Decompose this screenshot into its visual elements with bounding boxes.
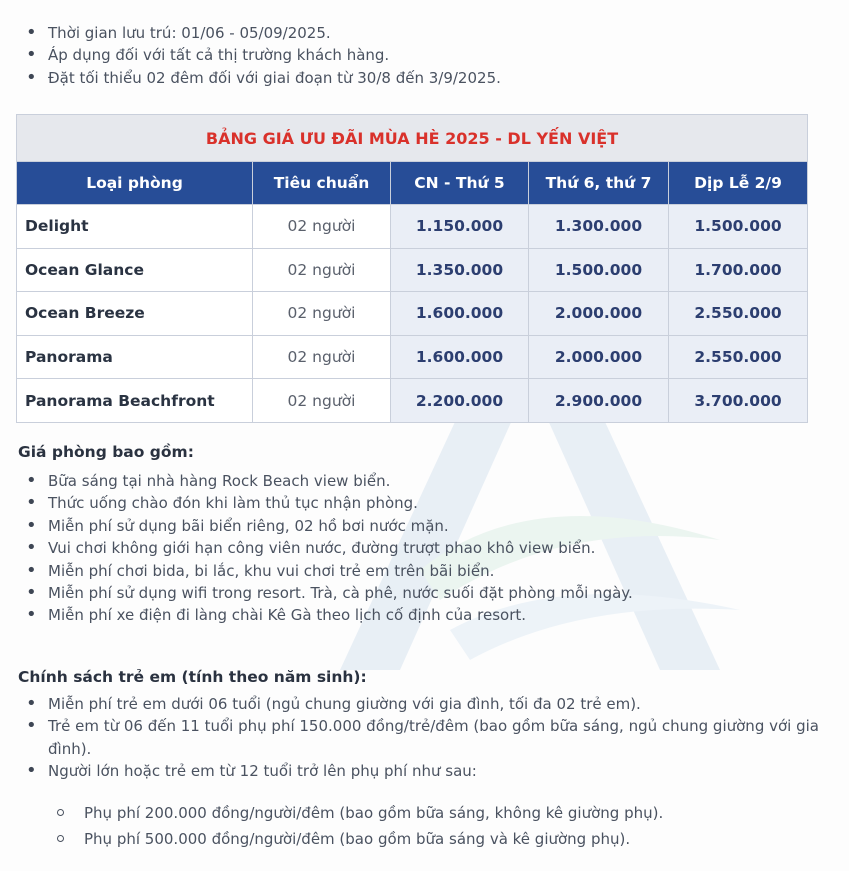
- stay-period-note: • Thời gian lưu trú: 01/06 - 05/09/2025.: [20, 22, 501, 44]
- list-item: Phụ phí 500.000 đồng/người/đêm (bao gồm bữa sáng và kê giường phụ).: [20, 826, 663, 852]
- room-standard: 02 người: [253, 248, 391, 292]
- price-weekday: 1.600.000: [391, 335, 529, 379]
- room-standard: 02 người: [253, 379, 391, 423]
- table-row: [17, 335, 808, 379]
- room-standard: 02 người: [253, 205, 391, 249]
- room-name: Panorama: [17, 335, 253, 379]
- price-holiday: 3.700.000: [669, 379, 808, 423]
- list-item: • Miễn phí sử dụng bãi biển riêng, 02 hồ bơi nước mặn.: [20, 515, 633, 537]
- table-row: [17, 205, 808, 249]
- room-name: Panorama Beachfront: [17, 379, 253, 423]
- list-item: • Bữa sáng tại nhà hàng Rock Beach view biển.: [20, 470, 633, 492]
- price-holiday: 1.700.000: [669, 248, 808, 292]
- list-item: • Miễn phí sử dụng wifi trong resort. Trà, cà phê, nước suối đặt phòng mỗi ngày.: [20, 582, 633, 604]
- table-row: [17, 379, 808, 423]
- price-weekend: 1.500.000: [529, 248, 669, 292]
- minimum-nights-note: • Đặt tối thiểu 02 đêm đối với giai đoạn từ 30/8 đến 3/9/2025.: [20, 67, 501, 89]
- surcharge-sublist: [20, 800, 663, 852]
- header-weekend: Thứ 6, thứ 7: [529, 162, 669, 205]
- price-weekend: 2.000.000: [529, 335, 669, 379]
- list-item: • Miễn phí xe điện đi làng chài Kê Gà theo lịch cố định của resort.: [20, 604, 633, 626]
- header-holiday: Dịp Lễ 2/9: [669, 162, 808, 205]
- room-standard: 02 người: [253, 335, 391, 379]
- stay-conditions-list: [20, 22, 501, 89]
- room-standard: 02 người: [253, 292, 391, 336]
- list-item: • Người lớn hoặc trẻ em từ 12 tuổi trở lên phụ phí như sau:: [20, 760, 820, 782]
- room-name: Delight: [17, 205, 253, 249]
- room-name: Ocean Breeze: [17, 292, 253, 336]
- market-scope-note: • Áp dụng đối với tất cả thị trường khách hàng.: [20, 44, 501, 66]
- room-name: Ocean Glance: [17, 248, 253, 292]
- child-policy-list: [20, 693, 820, 783]
- price-weekend: 2.000.000: [529, 292, 669, 336]
- price-table-title: BẢNG GIÁ ƯU ĐÃI MÙA HÈ 2025 - DL YẾN VIỆT: [17, 115, 808, 162]
- inclusions-title: Giá phòng bao gồm:: [18, 443, 194, 461]
- inclusions-list: [20, 470, 633, 627]
- child-policy-title: Chính sách trẻ em (tính theo năm sinh):: [18, 668, 367, 686]
- list-item: • Trẻ em từ 06 đến 11 tuổi phụ phí 150.000 đồng/trẻ/đêm (bao gồm bữa sáng, ngủ chung giường với gia đình).: [20, 715, 820, 760]
- list-item: • Miễn phí chơi bida, bi lắc, khu vui chơi trẻ em trên bãi biển.: [20, 560, 633, 582]
- price-holiday: 1.500.000: [669, 205, 808, 249]
- price-table: [16, 114, 808, 423]
- price-holiday: 2.550.000: [669, 292, 808, 336]
- table-row: [17, 292, 808, 336]
- price-weekday: 1.150.000: [391, 205, 529, 249]
- list-item: • Miễn phí trẻ em dưới 06 tuổi (ngủ chung giường với gia đình, tối đa 02 trẻ em).: [20, 693, 820, 715]
- list-item: Phụ phí 200.000 đồng/người/đêm (bao gồm bữa sáng, không kê giường phụ).: [20, 800, 663, 826]
- price-weekday: 1.350.000: [391, 248, 529, 292]
- price-weekday: 1.600.000: [391, 292, 529, 336]
- price-weekend: 2.900.000: [529, 379, 669, 423]
- header-weekday: CN - Thứ 5: [391, 162, 529, 205]
- list-item: • Vui chơi không giới hạn công viên nước, đường trượt phao khô view biển.: [20, 537, 633, 559]
- price-holiday: 2.550.000: [669, 335, 808, 379]
- price-weekend: 1.300.000: [529, 205, 669, 249]
- header-standard: Tiêu chuẩn: [253, 162, 391, 205]
- header-room-type: Loại phòng: [17, 162, 253, 205]
- price-weekday: 2.200.000: [391, 379, 529, 423]
- list-item: • Thức uống chào đón khi làm thủ tục nhận phòng.: [20, 492, 633, 514]
- table-row: [17, 248, 808, 292]
